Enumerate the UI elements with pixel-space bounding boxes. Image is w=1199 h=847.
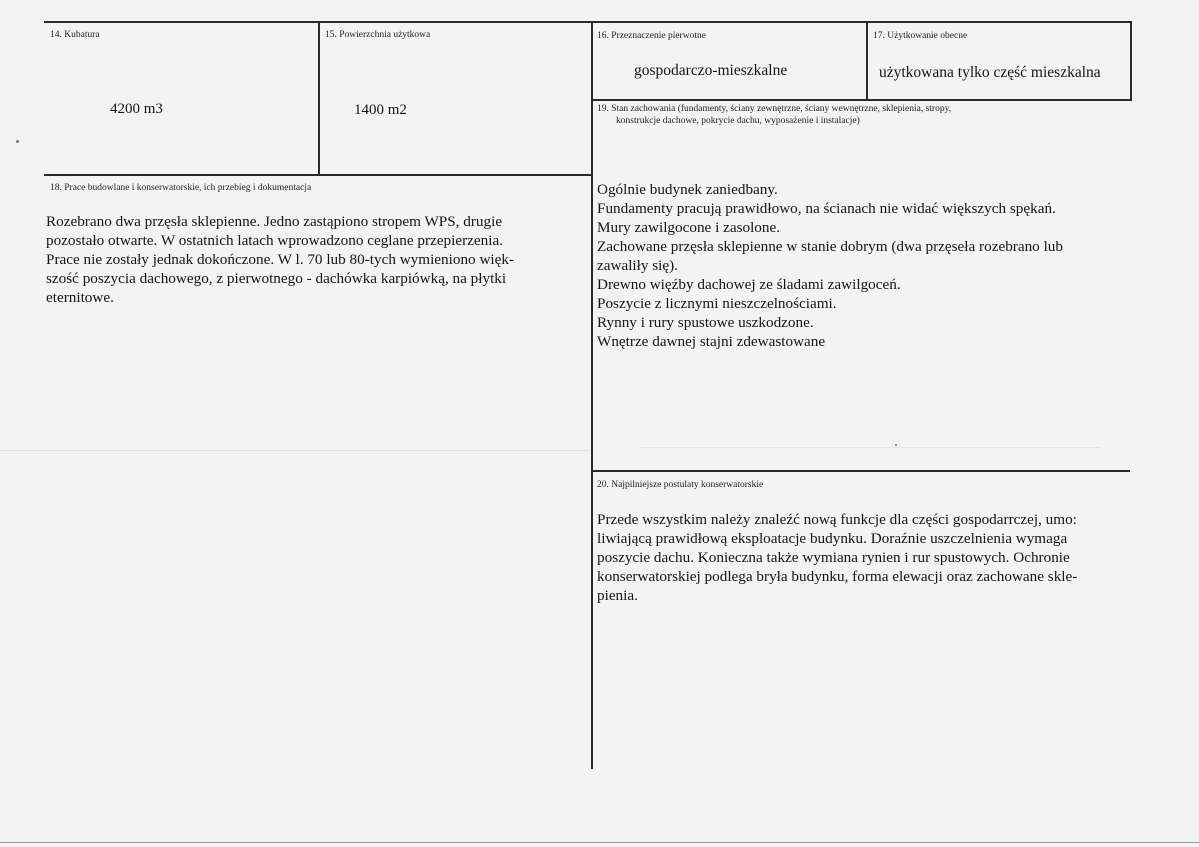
field-20-text — [597, 510, 1077, 605]
divider-left-right — [591, 21, 593, 769]
field-18-line: Rozebrano dwa przęsła sklepienne. Jedno zastąpiono stropem WPS, drugie — [46, 213, 503, 230]
field-17-value: użytkowana tylko część mieszkalna — [879, 64, 1101, 81]
field-19-line: Wnętrze dawnej stajni zdewastowane — [597, 333, 826, 350]
field-15-value: 1400 m2 — [354, 102, 407, 118]
field-19-line: Ogólnie budynek zaniedbany. — [597, 181, 778, 198]
field-19-label-line-1: 19. Stan zachowania (fundamenty, ściany zewnętrzne, ściany wewnętrzne, sklepienia, stropy, — [597, 104, 952, 114]
field-19-line: Mury zawilgocone i zasolone. — [597, 219, 781, 236]
top-rule — [44, 21, 1132, 23]
scan-speck — [16, 140, 19, 143]
scan-streak — [0, 450, 590, 451]
rule-above-20 — [592, 470, 1130, 472]
field-16-label: 16. Przeznaczenie pierwotne — [597, 31, 706, 41]
field-19-label-line-2: konstrukcje dachowe, pokrycie dachu, wyposażenie i instalacje) — [616, 116, 860, 126]
field-20-line: liwiającą prawidłową eksploatacje budynku. Doraźnie uszczelnienia wymaga — [597, 530, 1068, 547]
field-19-line: zawaliły się). — [597, 257, 678, 274]
field-16-value: gospodarczo-mieszkalne — [634, 62, 788, 79]
field-18-line: Prace nie zostały jednak dokończone. W l. 70 lub 80-tych wymieniono więk- — [46, 251, 515, 268]
field-19-line: Fundamenty pracują prawidłowo, na ścianach nie widać większych spękań. — [597, 200, 1056, 217]
field-18-line: eternitowe. — [46, 289, 114, 306]
divider-14-15 — [318, 21, 320, 175]
field-18-line: szość poszycia dachowego, z pierwotnego - dachówka karpiówką, na płytki — [46, 270, 507, 287]
scan-streak — [640, 447, 1100, 448]
field-20-label: 20. Najpilniejsze postulaty konserwatorskie — [597, 480, 764, 490]
field-18-line: pozostało otwarte. W ostatnich latach wprowadzono ceglane przepierzenia. — [46, 232, 503, 249]
field-14-label: 14. Kubatura — [50, 30, 100, 40]
field-19-line: Zachowane przęsła sklepienne w stanie dobrym (dwa przęseła rozebrano lub — [597, 238, 1063, 255]
field-15-label: 15. Powierzchnia użytkowa — [325, 30, 431, 40]
field-20-line: Przede wszystkim należy znaleźć nową funkcje dla części gospodarrczej, umo: — [597, 511, 1077, 528]
field-17-label: 17. Użytkowanie obecne — [873, 31, 968, 41]
field-18-label: 18. Prace budowlane i konserwatorskie, ich przebieg i dokumentacja — [50, 183, 312, 193]
field-18-text — [46, 212, 514, 307]
field-14-value: 4200 m3 — [110, 101, 163, 117]
bottom-edge — [0, 842, 1199, 843]
field-19-text — [597, 180, 1063, 351]
field-20-line: pienia. — [597, 587, 638, 604]
field-19-line: Poszycie z licznymi nieszczelnościami. — [597, 295, 837, 312]
rule-below-16-17 — [592, 99, 1132, 101]
field-20-line: konserwatorskiej podlega bryła budynku, forma elewacji oraz zachowane skle- — [597, 568, 1078, 585]
divider-16-17 — [866, 21, 868, 100]
field-19-line: Rynny i rury spustowe uszkodzone. — [597, 314, 814, 331]
right-border-upper — [1130, 21, 1132, 100]
scan-speck — [895, 444, 897, 446]
field-19-line: Drewno więźby dachowej ze śladami zawilgoceń. — [597, 276, 901, 293]
field-20-line: poszycie dachu. Konieczna także wymiana rynien i rur spustowych. Ochronie — [597, 549, 1070, 566]
